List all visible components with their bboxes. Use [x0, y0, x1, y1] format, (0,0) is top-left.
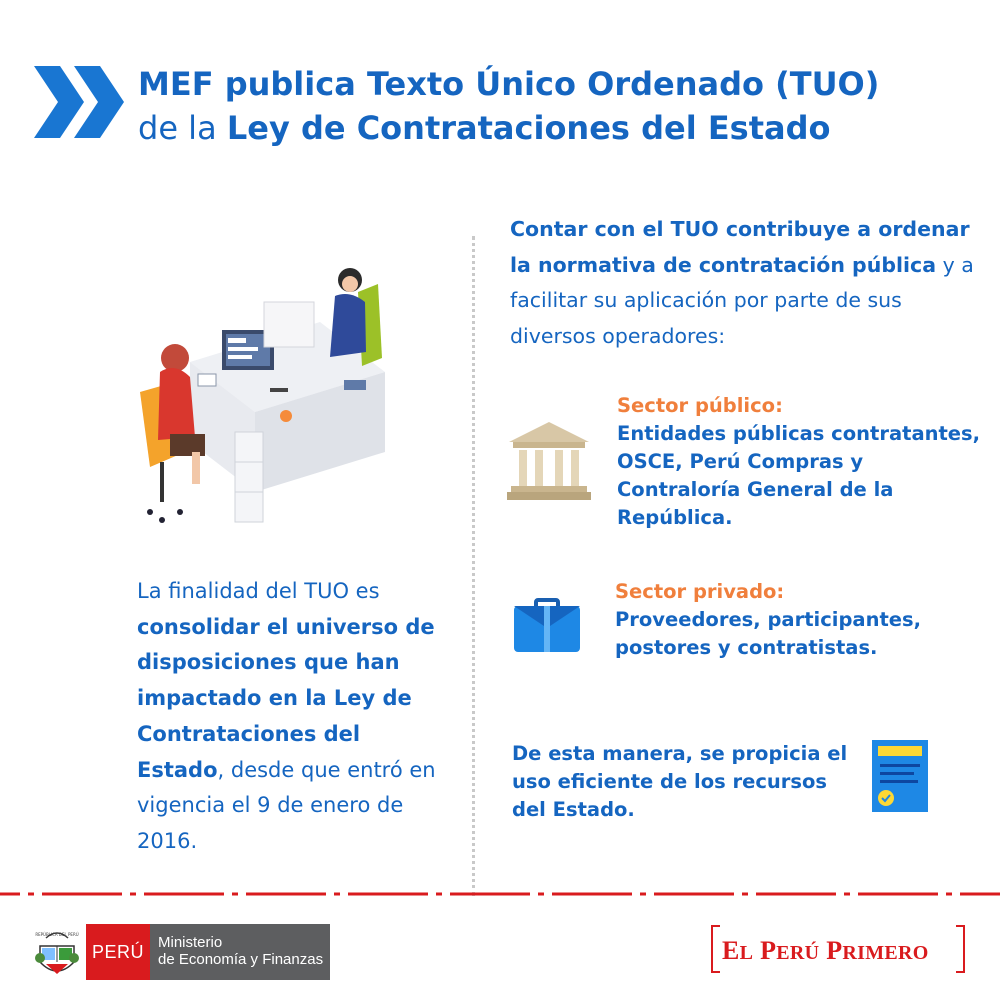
vertical-divider: [472, 236, 475, 896]
sector-public: [617, 392, 987, 532]
intro-rest: y a facilitar su aplicación por parte de sus diversos operadores:: [510, 252, 974, 349]
bank-building-icon: [505, 420, 593, 502]
brand-text: [722, 936, 929, 968]
briefcase-icon: [512, 598, 582, 654]
sector-private: [615, 578, 985, 662]
sector-private-title: Sector privado:: [615, 580, 785, 603]
left-bold: consolidar el universo de disposiciones que han impactado en la Ley de Contrataciones del Estado: [137, 614, 435, 782]
title-line-2-bold: Ley de Contrataciones del Estado: [226, 109, 831, 147]
left-rest: , desde que entró en vigencia el 9 de enero de 2016.: [137, 757, 436, 853]
page-title: [138, 62, 879, 150]
approved-document-icon: [872, 740, 928, 812]
left-intro: La finalidad del TUO es: [137, 579, 380, 603]
footer-divider: [0, 890, 1000, 898]
title-line-1: MEF publica Texto Único Ordenado (TUO): [138, 65, 880, 103]
brand-l: L: [739, 942, 754, 964]
brand-p2: P: [819, 936, 843, 965]
title-line-2-prefix: de la: [138, 109, 227, 147]
intro-bold: Contar con el TUO contribuye a ordenar la normativa de contratación pública: [510, 217, 970, 277]
brand-p1: P: [753, 936, 777, 965]
brand-rimero: RIMERO: [842, 942, 929, 964]
peru-label: PERÚ: [86, 924, 150, 980]
ministry-line-1: Ministerio: [158, 934, 223, 951]
peru-coat-of-arms-icon: [34, 928, 80, 980]
closing-paragraph: De esta manera, se propicia el uso eficiente de los recursos del Estado.: [512, 742, 848, 821]
brand-e: E: [722, 936, 740, 965]
chevron-double-icon: [34, 66, 126, 138]
office-meeting-illustration: [130, 262, 390, 530]
brand-eru: ERÚ: [776, 942, 820, 964]
sector-private-body: Proveedores, participantes, postores y contratistas.: [615, 608, 922, 659]
sector-public-title: Sector público:: [617, 394, 783, 417]
intro-paragraph: [510, 212, 980, 355]
ministry-line-2: de Economía y Finanzas: [158, 951, 324, 968]
mef-logo[interactable]: [86, 924, 330, 980]
left-paragraph: [137, 574, 447, 860]
sector-public-body: Entidades públicas contratantes, OSCE, Perú Compras y Contraloría General de la República.: [617, 422, 981, 529]
el-peru-primero-logo[interactable]: [710, 924, 966, 974]
ministry-name: [150, 924, 330, 980]
shield-text: REPÚBLICA DEL PERÚ: [35, 932, 79, 937]
